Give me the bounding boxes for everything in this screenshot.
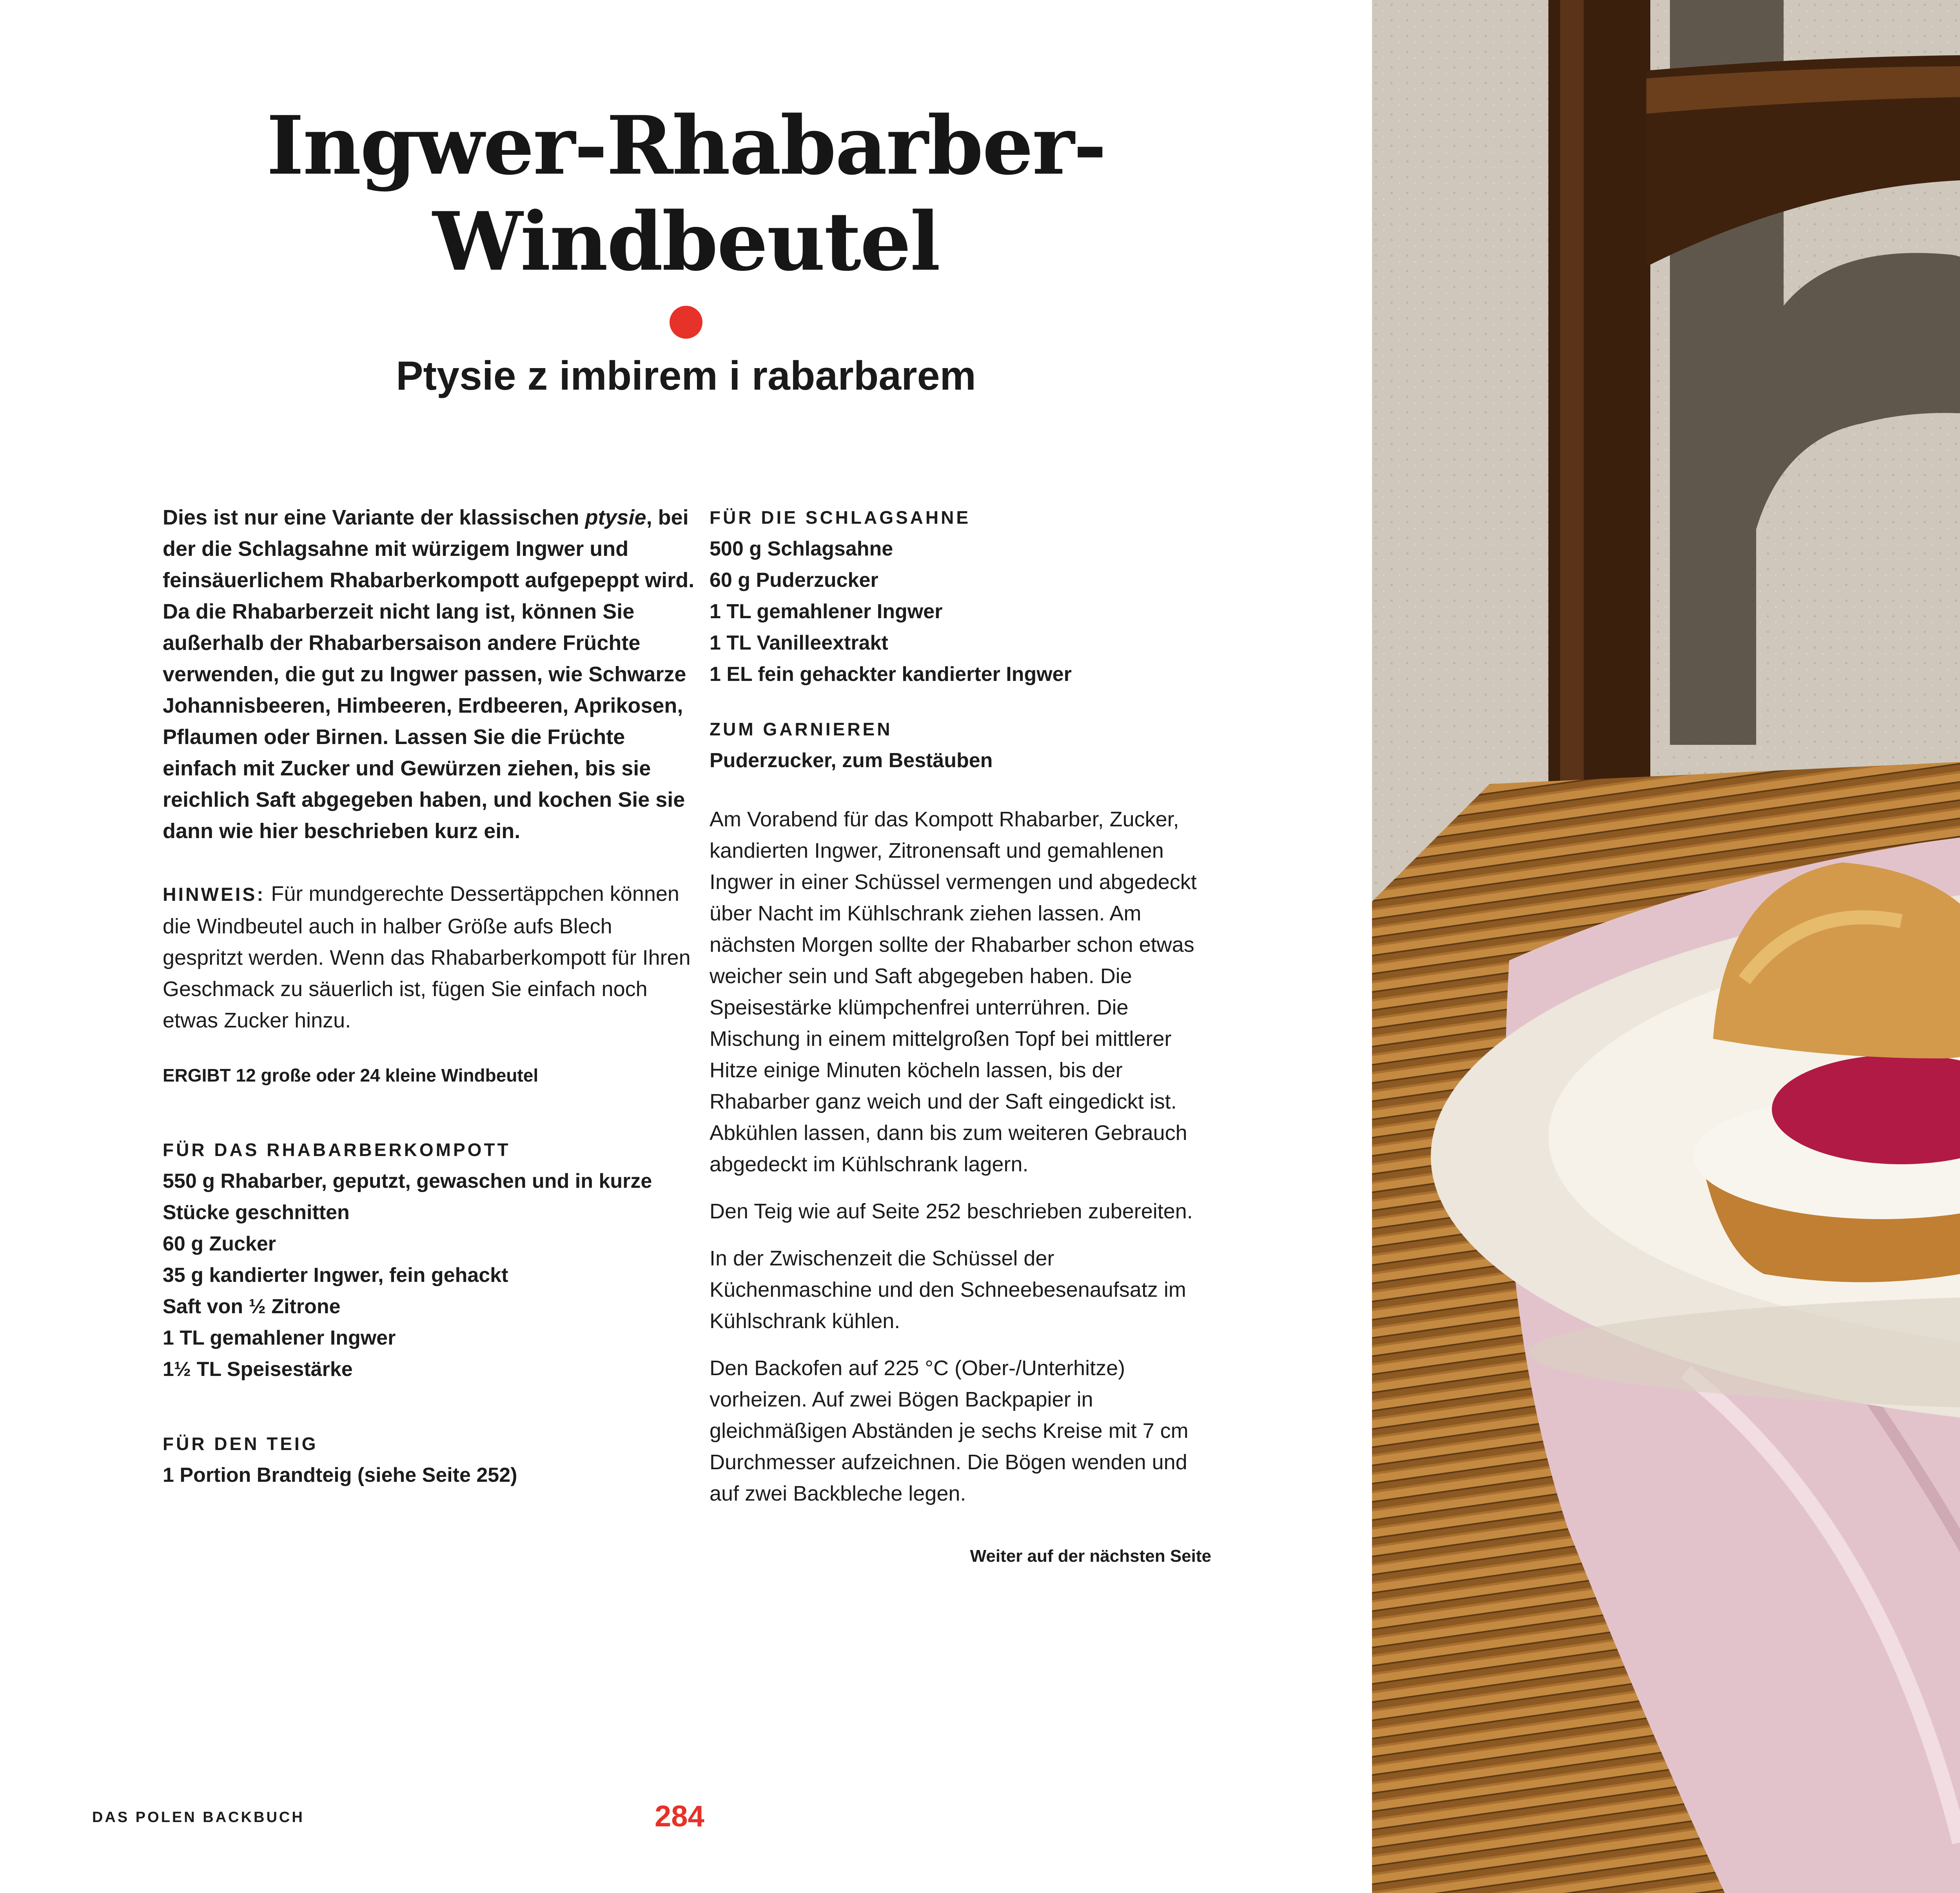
ingredient-item: 500 g Schlagsahne [710, 537, 893, 560]
ingredient-item: Puderzucker, zum Bestäuben [710, 749, 993, 772]
ingredient-item: 1 TL gemahlener Ingwer [710, 600, 943, 623]
hint-label: HINWEIS: [163, 884, 265, 905]
hint-paragraph [163, 878, 696, 1036]
ingredient-section-schlagsahne [710, 502, 1211, 690]
section-heading: ZUM GARNIEREN [710, 719, 893, 739]
method-step: In der Zwischenzeit die Schüssel der Küchenmaschine und den Schneebesenaufsatz im Kühlschrank kühlen. [710, 1247, 1186, 1333]
recipe-subtitle: Ptysie z imbirem i rabarbarem [396, 353, 976, 399]
cream-puffs-photo [1372, 0, 1960, 1893]
ingredient-section-teig [163, 1428, 696, 1491]
hint-text: Für mundgerechte Dessertäppchen können die Windbeutel auch in halber Größe aufs Blech gespritzt werden. Wenn das Rhabarberkompott für Ihren Geschmack zu säuerlich ist, fügen Sie einfach noch etwas Zucker hinzu. [163, 882, 691, 1032]
right-column [710, 502, 1211, 1572]
ingredient-item: Saft von ½ Zitrone [163, 1295, 341, 1318]
section-heading: FÜR DAS RHABARBERKOMPOTT [163, 1140, 511, 1160]
ingredient-item: 1 TL gemahlener Ingwer [163, 1327, 396, 1349]
title-block [0, 98, 1372, 401]
ingredient-section-kompott [163, 1134, 696, 1385]
continued-note: Weiter auf der nächsten Seite [970, 1546, 1211, 1566]
ingredient-item: 60 g Zucker [163, 1232, 276, 1255]
section-heading: FÜR DIE SCHLAGSAHNE [710, 507, 971, 528]
recipe-title [0, 98, 1372, 290]
method-step: Den Backofen auf 225 °C (Ober-/Unterhitze) vorheizen. Auf zwei Bögen Backpapier in gleichmäßigen Abständen je sechs Kreise mit 7 cm Durchmesser aufzeichnen. Die Bögen wenden und auf zwei Backbleche legen. [710, 1356, 1189, 1505]
method-step: Den Teig wie auf Seite 252 beschrieben zubereiten. [710, 1200, 1193, 1223]
intro-text-end: , bei der die Schlagsahne mit würzigem Ingwer und feinsäuerlichem Rhabarberkompott aufgepeppt wird. Da die Rhabarberzeit nicht lang ist, können Sie außerhalb der Rhabarbersaison andere Früchte verwenden, die gut zu Ingwer passen, wie Schwarze Johannisbeeren, Himbeeren, Erdbeeren, Aprikosen, Pflaumen oder Birnen. Lassen Sie die Früchte einfach mit Zucker und Gewürzen ziehen, bis sie reichlich Saft abgegeben haben, und kochen Sie sie dann wie hier beschrieben kurz ein. [163, 506, 695, 843]
ingredient-item: 1 TL Vanilleextrakt [710, 632, 888, 654]
page-number: 284 [655, 1800, 704, 1833]
left-column [163, 502, 696, 1491]
ingredient-item: 1 EL fein gehackter kandierter Ingwer [710, 663, 1072, 686]
method-step: Am Vorabend für das Kompott Rhabarber, Zucker, kandierten Ingwer, Zitronensaft und gemahlenen Ingwer in einer Schüssel vermengen und abgedeckt über Nacht im Kühlschrank ziehen lassen. Am nächsten Morgen sollte der Rhabarber schon etwas weicher sein und Saft abgegeben haben. Die Speisestärke klümpchenfrei unterrühren. Die Mischung in einem mittelgroßen Topf bei mittlerer Hitze einige Minuten köcheln lassen, bis der Rhabarber ganz weich und der Saft eingedickt ist. Abkühlen lassen, dann bis zum weiteren Gebrauch abgedeckt im Kühlschrank lagern. [710, 808, 1197, 1176]
ingredient-item: 35 g kandierter Ingwer, fein gehackt [163, 1264, 508, 1287]
ingredient-section-garnieren [710, 713, 1211, 776]
ingredient-item: 1 Portion Brandteig (siehe Seite 252) [163, 1464, 517, 1486]
intro-italic-word: ptysie [585, 506, 646, 529]
title-line-1: Ingwer-Rhabarber- [266, 99, 1106, 193]
red-dot-ornament [670, 306, 702, 339]
intro-paragraph [163, 502, 696, 847]
title-line-2: Windbeutel [432, 195, 940, 289]
ingredient-item: 1½ TL Speisestärke [163, 1358, 353, 1381]
section-heading: FÜR DEN TEIG [163, 1434, 318, 1454]
intro-text-start: Dies ist nur eine Variante der klassischen [163, 506, 585, 529]
ingredient-list [710, 745, 1211, 776]
ingredient-item: 60 g Puderzucker [710, 569, 878, 592]
ingredient-list [163, 1459, 696, 1491]
yield-line: ERGIBT 12 große oder 24 kleine Windbeutel [163, 1065, 539, 1085]
ingredient-item: 550 g Rhabarber, geputzt, gewaschen und in kurze Stücke geschnitten [163, 1170, 652, 1224]
ingredient-list [163, 1165, 696, 1385]
footer-book-title: DAS POLEN BACKBUCH [92, 1809, 305, 1826]
ingredient-list [710, 533, 1211, 690]
